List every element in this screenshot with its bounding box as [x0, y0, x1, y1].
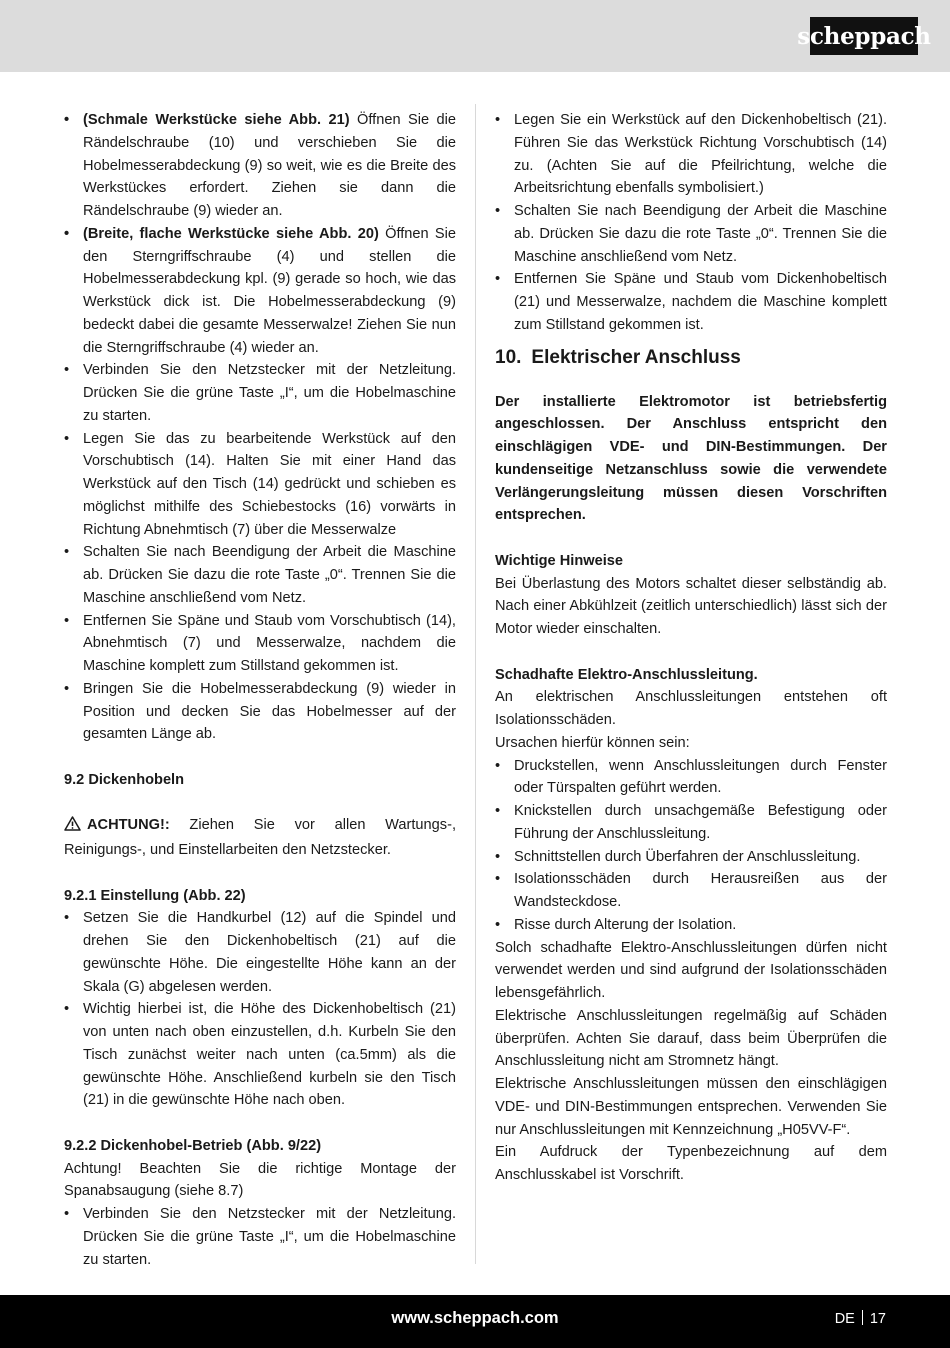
list-item: • (Breite, flache Werkstücke siehe Abb. 20) Öffnen Sie den Sterngriffschraube (4) und stellen die Hobelmesserabdeckung kpl. (9) gerade so hoch, wie das Werkstück dick ist. Die Hobelmesserabdeckung (9) bedeckt dabei die gesamte Messerwalze! Ziehen Sie nun die Sterngriffschraube (4) wieder an.: [64, 223, 456, 360]
paragraph: An elektrischen Anschlussleitungen entstehen oft Isolationsschäden.: [495, 689, 887, 728]
list-item: • Entfernen Sie Späne und Staub vom Vorschubtisch (14), Abnehmtisch (7) und Messerwalze, nachdem die Maschine komplett zum Stillstand gekommen ist.: [64, 610, 456, 678]
scheppach-logo: scheppach: [810, 17, 918, 55]
paragraph: Achtung! Beachten Sie die richtige Montage der Spanabsaugung (siehe 8.7): [64, 1160, 456, 1200]
left-bullet-list-921: [64, 907, 456, 1112]
left-bullet-list-922: [64, 1203, 456, 1271]
warning-triangle-icon: [64, 816, 81, 839]
right-bullet-list-damage: [495, 755, 887, 937]
list-item: • Legen Sie ein Werkstück auf den Dickenhobeltisch (21). Führen Sie das Werkstück Richtung Vorschubtisch (14) zu. (Achten Sie auf die Pfeilrichtung, welche die Arbeitsrichtung ebenfalls symbolisiert.): [495, 109, 887, 200]
subheading-damaged-cable: Schadhafte Elektro-Anschlussleitung.: [495, 666, 758, 683]
subheading-hints: Wichtige Hinweise: [495, 552, 623, 569]
warning-label: ACHTUNG!:: [87, 817, 170, 834]
section-heading-9-2-2: 9.2.2 Dickenhobel-Betrieb (Abb. 9/22): [64, 1137, 322, 1154]
list-item: • Verbinden Sie den Netzstecker mit der Netzleitung. Drücken Sie die grüne Taste „I“, um die Hobelmaschine zu starten.: [64, 359, 456, 427]
footer-url-link[interactable]: www.scheppach.com: [391, 1309, 559, 1327]
paragraph: Ursachen hierfür können sein:: [495, 734, 690, 751]
bold-intro-paragraph: Der installierte Elektromotor ist betriebsfertig angeschlossen. Der Anschluss entspricht den einschlägigen VDE- und DIN-Bestimmungen. Der kundenseitige Netzanschluss sowie die verwendete Verlängerungsleitung müssen diesen Vorschriften entsprechen.: [495, 393, 887, 524]
warning-paragraph: ACHTUNG!: Ziehen Sie vor allen Wartungs-, Reinigungs-, und Einstellarbeiten den Netzstecker.: [64, 817, 456, 858]
list-item: • Wichtig hierbei ist, die Höhe des Dickenhobeltisch (21) von unten nach oben einzustellen, d.h. Kurbeln Sie den Tisch zunächst weiter nach unten (ca.5mm) als die gewünschte Höhe. Anschließend kurbeln sie den Tisch (21) in die gewünschte Höhe nach oben.: [64, 998, 456, 1112]
list-item: • Druckstellen, wenn Anschlussleitungen durch Fenster oder Türspalten geführt werden.: [495, 755, 887, 801]
list-item: • Schalten Sie nach Beendigung der Arbeit die Maschine ab. Drücken Sie dazu die rote Taste „0“. Trennen Sie die Maschine anschließend vom Netz.: [64, 541, 456, 609]
paragraph: Ein Aufdruck der Typenbezeichnung auf dem Anschlusskabel ist Vorschrift.: [495, 1144, 887, 1183]
paragraph: Elektrische Anschlussleitungen müssen den einschlägigen VDE- und DIN-Bestimmungen entsprechen. Verwenden Sie nur Anschlussleitungen mit Kennzeichnung „H05VV-F“.: [495, 1076, 887, 1138]
list-item: • Isolationsschäden durch Herausreißen aus der Wandsteckdose.: [495, 868, 887, 914]
list-item: • Risse durch Alterung der Isolation.: [495, 914, 887, 937]
page-indicator: [835, 1310, 886, 1327]
list-item: • Verbinden Sie den Netzstecker mit der Netzleitung. Drücken Sie die grüne Taste „I“, um die Hobelmaschine zu starten.: [64, 1203, 456, 1271]
page-number: 17: [869, 1311, 886, 1327]
list-item: • Schnittstellen durch Überfahren der Anschlussleitung.: [495, 846, 887, 869]
separator: [862, 1310, 863, 1325]
list-item: • Legen Sie das zu bearbeitende Werkstück auf den Vorschubtisch (14). Halten Sie mit einer Hand das Werkstück auf den Tisch (14) gedrückt und schieben es möglichst mithilfe des Schiebestocks (16) vorwärts in Richtung Abnehmtisch (7) über die Messerwalze: [64, 428, 456, 542]
column-divider: [475, 104, 476, 1264]
list-item: • Entfernen Sie Späne und Staub vom Dickenhobeltisch (21) und Messerwalze, nachdem die Maschine komplett zum Stillstand gekommen ist.: [495, 268, 887, 336]
right-column: [495, 109, 887, 1187]
paragraph: Solch schadhafte Elektro-Anschlussleitungen dürfen nicht verwendet werden und sind aufgrund der Isolationsschäden lebensgefährlich.: [495, 939, 887, 1001]
list-item: • Knickstellen durch unsachgemäße Befestigung oder Führung der Anschlussleitung.: [495, 800, 887, 846]
right-bullet-list-top: [495, 109, 887, 337]
left-column: [64, 109, 456, 1271]
list-item: • (Schmale Werkstücke siehe Abb. 21) Öffnen Sie die Rändelschraube (10) und verschieben Sie die Hobelmesserabdeckung (9) so weit, wie es die Breite des Werkstückes erfordert. Ziehen sie dann die Rändelschraube (9) wieder an.: [64, 109, 456, 223]
list-item: • Schalten Sie nach Beendigung der Arbeit die Maschine ab. Drücken Sie dazu die rote Taste „0“. Trennen Sie die Maschine anschließend vom Netz.: [495, 200, 887, 268]
list-item: • Setzen Sie die Handkurbel (12) auf die Spindel und drehen Sie den Dickenhobeltisch (21) auf die gewünschte Höhe. Die eingestellte Höhe kann an der Skala (G) abgelesen werden.: [64, 907, 456, 998]
list-item: • Bringen Sie die Hobelmesserabdeckung (9) wieder in Position und decken Sie das Hobelmesser auf der gesamten Länge ab.: [64, 678, 456, 746]
footer-bar: [0, 1295, 950, 1348]
paragraph: Bei Überlastung des Motors schaltet dieser selbständig ab. Nach einer Abkühlzeit (zeitlich unterschiedlich) lässt sich der Motor wieder einschalten.: [495, 575, 887, 637]
section-heading-10: 10. Elektrischer Anschluss: [495, 346, 741, 368]
section-heading-9-2: 9.2 Dickenhobeln: [64, 771, 185, 788]
language-code: DE: [834, 1311, 855, 1327]
paragraph: Elektrische Anschlussleitungen regelmäßig auf Schäden überprüfen. Achten Sie darauf, dass beim Überprüfen die Anschlussleitung nicht am Stromnetz hängt.: [495, 1007, 887, 1070]
left-bullet-list-top: [64, 109, 456, 746]
section-heading-9-2-1: 9.2.1 Einstellung (Abb. 22): [64, 887, 246, 904]
header-bar: [0, 0, 950, 72]
